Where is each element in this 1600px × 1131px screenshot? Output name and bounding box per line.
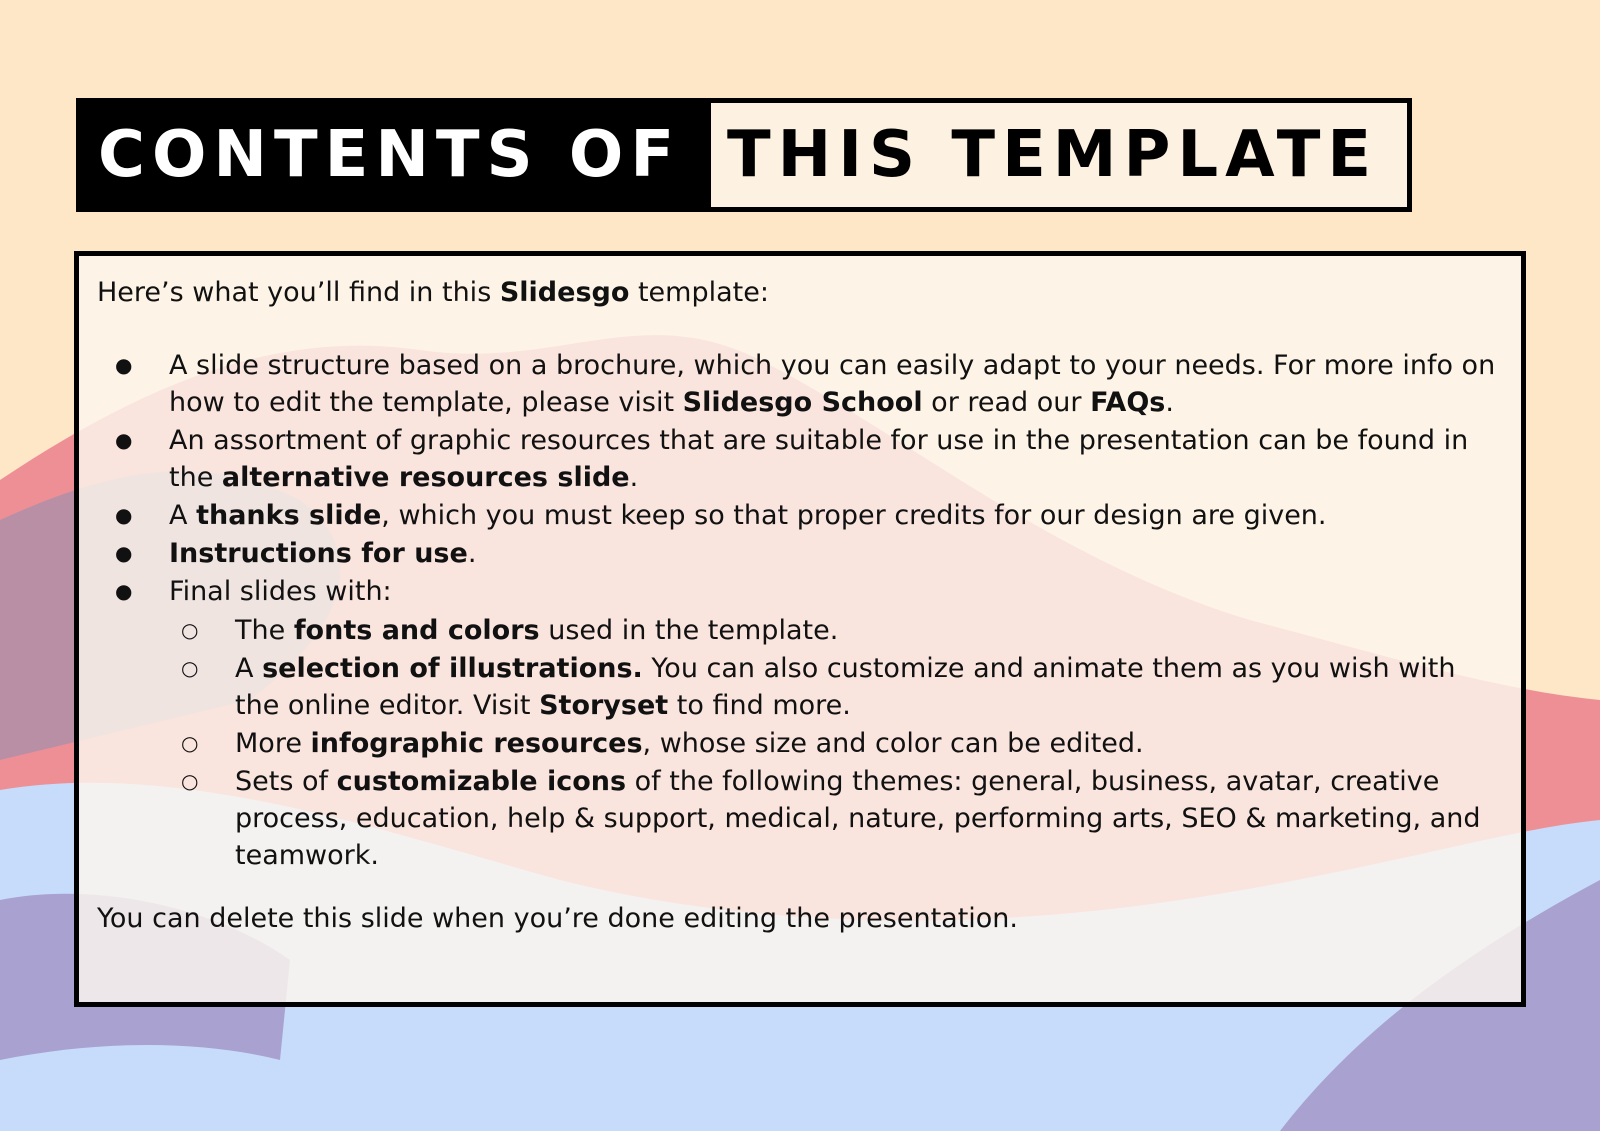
list-item xyxy=(97,497,1503,534)
intro-bold: Slidesgo xyxy=(499,277,630,308)
sub3-bold: infographic resources xyxy=(310,728,643,759)
outro-text: You can delete this slide when you’re done editing the presentation. xyxy=(97,903,1019,934)
sub2-mid: You can also customize and animate them as you wish with the online editor. Visit xyxy=(235,653,1456,721)
list-item xyxy=(97,347,1503,421)
sub1-pre: The xyxy=(235,615,294,646)
title-banner xyxy=(76,98,1412,212)
list-item xyxy=(97,535,1503,572)
contents-list xyxy=(97,347,1503,874)
item1-mid: or read our xyxy=(922,387,1091,418)
item1-bold2: FAQs xyxy=(1090,387,1166,418)
item1-post: . xyxy=(1165,387,1174,418)
item2-bold: alternative resources slide xyxy=(221,462,630,493)
sub-list-item xyxy=(169,650,1503,724)
item3-pre: A xyxy=(169,500,197,531)
sub2-bold1: selection of illustrations. xyxy=(262,653,643,684)
sub1-post: used in the template. xyxy=(539,615,839,646)
content-box xyxy=(74,251,1526,1007)
item2-pre: An assortment of graphic resources that are suitable for use in the presentation can be found in the xyxy=(169,425,1469,493)
item5-text: Final slides with: xyxy=(169,576,392,607)
title-left-text: CONTENTS OF xyxy=(98,118,682,192)
list-item xyxy=(97,573,1503,874)
title-right-text: THIS TEMPLATE xyxy=(727,118,1379,192)
item3-post: , which you must keep so that proper credits for our design are given. xyxy=(381,500,1327,531)
item4-post: . xyxy=(467,538,477,569)
sub3-pre: More xyxy=(235,728,311,759)
sub4-bold: customizable icons xyxy=(336,766,627,797)
sub-list-item xyxy=(169,725,1503,762)
list-item xyxy=(97,422,1503,496)
sub-list-item xyxy=(169,763,1503,874)
intro-pre: Here’s what you’ll find in this xyxy=(97,277,500,308)
sub-list-item xyxy=(169,612,1503,649)
sub2-bold2: Storyset xyxy=(539,690,669,721)
item4-bold: Instructions for use xyxy=(169,538,468,569)
sub1-bold: fonts and colors xyxy=(293,615,540,646)
sub2-pre: A xyxy=(235,653,263,684)
title-right-block xyxy=(706,98,1412,212)
item3-bold: thanks slide xyxy=(196,500,382,531)
sub3-post: , whose size and color can be edited. xyxy=(642,728,1144,759)
sub4-pre: Sets of xyxy=(235,766,337,797)
final-slides-sublist xyxy=(169,612,1503,874)
intro-text xyxy=(97,274,1503,311)
title-left-block xyxy=(76,98,708,212)
sub4-post: of the following themes: general, business, avatar, creative process, education, help & support, medical, nature, performing arts, SEO & marketing, and teamwork. xyxy=(235,766,1481,871)
item1-pre: A slide structure based on a brochure, which you can easily adapt to your needs. For more info on how to edit the template, please visit xyxy=(169,350,1496,418)
item1-bold1: Slidesgo School xyxy=(682,387,923,418)
intro-post: template: xyxy=(629,277,769,308)
item2-post: . xyxy=(629,462,639,493)
sub2-post: to find more. xyxy=(668,690,851,721)
